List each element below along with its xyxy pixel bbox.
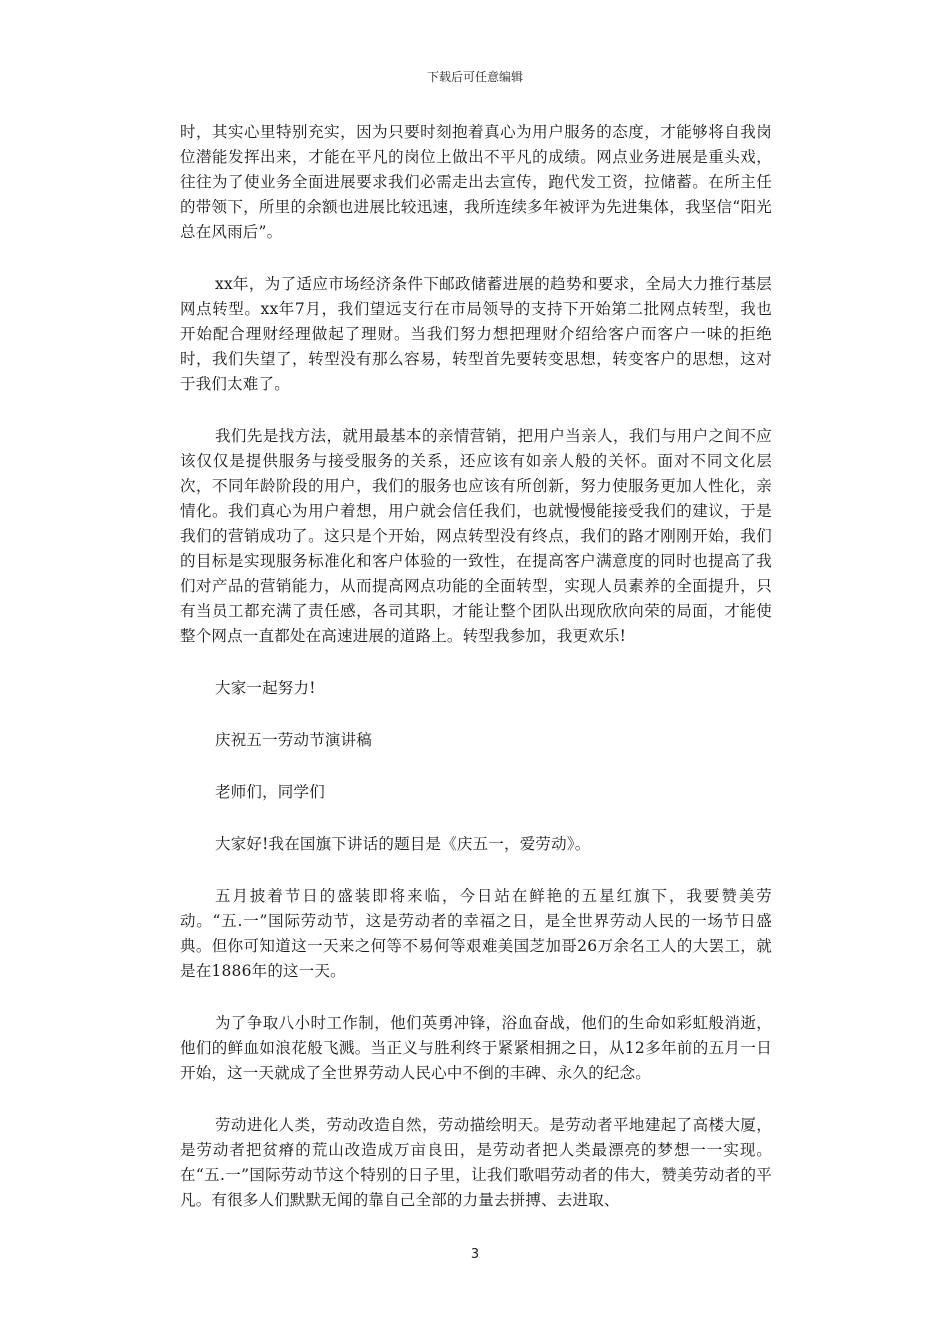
page-header-note: 下载后可任意编辑: [426, 70, 523, 84]
paragraph: xx年，为了适应市场经济条件下邮政储蓄进展的趋势和要求，全局大力推行基层网点转型。xx年7月，我们望远支行在市局领导的支持下开始第二批网点转型，我也开始配合理财经理做起了理财。当我们努力想把理财介绍给客户而客户一味的拒绝时，我们失望了，转型没有那么容易，转型首先要转变思想，转变客户的思想，这对于我们太难了。: [180, 275, 772, 393]
paragraph: 大家一起努力!: [215, 679, 316, 697]
paragraph: 五月披着节日的盛装即将来临，今日站在鲜艳的五星红旗下，我要赞美劳动。“五.一”国际劳动节，这是劳动者的幸福之日，是全世界劳动人民的一场节日盛典。但你可知道这一天来之何等不易何等艰难美国芝加哥26万余名工人的大罢工，就是在1886年的这一天。: [180, 887, 772, 980]
salutation: 老师们，同学们: [215, 783, 325, 801]
paragraph: 大家好!我在国旗下讲话的题目是《庆五一，爱劳动》。: [215, 835, 591, 853]
paragraph-continuation: 时，其实心里特别充实，因为只要时刻抱着真心为用户服务的态度，才能够将自我岗位潜能发挥出来，才能在平凡的岗位上做出不平凡的成绩。网点业务进展是重头戏，往往为了使业务全面进展要求我们必需走出去宣传，跑代发工资，拉储蓄。在所主任的带领下，所里的余额也进展比较迅速，我所连续多年被评为先进集体，我坚信“阳光总在风雨后”。: [180, 123, 772, 241]
document-body: [180, 120, 772, 1240]
paragraph: 劳动进化人类，劳动改造自然，劳动描绘明天。是劳动者平地建起了高楼大厦，是劳动者把贫瘠的荒山改造成万亩良田，是劳动者把人类最漂亮的梦想一一实现。在“五.一”国际劳动节这个特别的日子里，让我们歌唱劳动者的伟大，赞美劳动者的平凡。有很多人们默默无闻的靠自己全部的力量去拼搏、去进取、: [180, 1116, 772, 1209]
paragraph: 我们先是找方法，就用最基本的亲情营销，把用户当亲人，我们与用户之间不应该仅仅是提供服务与接受服务的关系，还应该有如亲人般的关怀。面对不同文化层次，不同年龄阶段的用户，我们的服务也应该有所创新，努力使服务更加人性化，亲情化。我们真心为用户着想，用户就会信任我们，也就慢慢能接受我们的建议，于是我们的营销成功了。这只是个开始，网点转型没有终点，我们的路才刚刚开始，我们的目标是实现服务标准化和客户体验的一致性，在提高客户满意度的同时也提高了我们对产品的营销能力，从而提高网点功能的全面转型，实现人员素养的全面提升，只有当员工都充满了责任感，各司其职，才能让整个团队出现欣欣向荣的局面，才能使整个网点一直都处在高速进展的道路上。转型我参加，我更欢乐!: [180, 427, 772, 645]
speech-title: 庆祝五一劳动节演讲稿: [215, 731, 373, 749]
paragraph: 为了争取八小时工作制，他们英勇冲锋，浴血奋战，他们的生命如彩虹般消逝，他们的鲜血如浪花般飞溅。当正义与胜利终于紧紧相拥之日，从12多年前的五月一日开始，这一天就成了全世界劳动人民心中不倒的丰碑、永久的纪念。: [180, 1014, 772, 1082]
page-number: 3: [470, 1247, 480, 1262]
